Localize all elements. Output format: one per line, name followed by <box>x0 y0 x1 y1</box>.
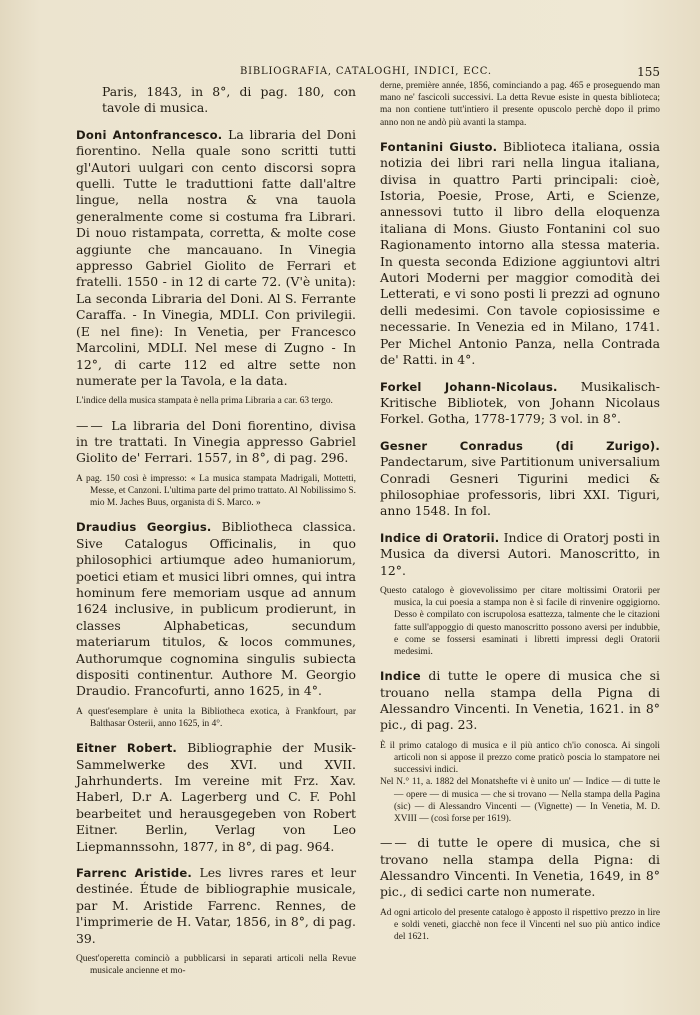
entry-author: Doni Antonfrancesco. <box>76 127 223 142</box>
entry-author: Forkel Johann-Nicolaus. <box>380 379 558 394</box>
running-title: BIBLIOGRAFIA, CATALOGHI, INDICI, ECC. <box>240 66 492 77</box>
entry-note: È il primo catalogo di musica e il più antico ch'io conosca. Ai singoli articoli non si appose il prezzo come praticò poscia lo stampatore nei successivi indici. <box>380 740 660 776</box>
right-column <box>380 80 660 943</box>
repeat-dash: —— <box>76 417 105 433</box>
entry-author: Draudius Georgius. <box>76 520 212 535</box>
entry-body: Indice di Oratorj posti in Musica da diversi Autori. Manoscritto, in 12°. <box>380 529 660 578</box>
entry-body: di tutte le opere di musica che si trouano nella stampa della Pigna di Alessandro Vincenti. In Venetia, 1621. in 8° pic., di pag. 23. <box>380 668 660 733</box>
entry-author: Farrenc Aristide. <box>76 866 193 881</box>
continuation-note: derne, première année, 1856, cominciando a pag. 465 e proseguendo man mano ne' fascicoli successivi. La detta Revue esiste in questa biblioteca; ma non contiene tutt'intiero il presente opuscolo perchè dopo il primo anno non ne andò più avanti la stampa. <box>380 81 660 128</box>
entry-author: Gesner Conradus (di Zurigo). <box>380 438 660 453</box>
entry-indice-1621 <box>380 668 660 825</box>
entry-author: Indice <box>380 669 421 684</box>
entry-body: Les livres rares et leur destinée. Étude de bibliographie musicale, par M. Aristide Farrenc. Rennes, de l'imprimerie de H. Vatar, 1856, in 8°, di pag. 39. <box>76 865 356 946</box>
entry-note: A quest'esemplare è unita la Bibliotheca exotica, à Frankfourt, par Balthasar Osterii, anno 1625, in 4°. <box>76 706 356 730</box>
entry-note: Ad ogni articolo del presente catalogo è apposto il rispettivo prezzo in lire e soldi veneti, giacchè non fece il Vincenti nel suo più antico indice del 1621. <box>380 907 660 943</box>
entry-body: Biblioteca italiana, ossia notizia dei libri rari nella lingua italiana, divisa in quattro Parti principali: cioè, Istoria, Poesie, Prose, Arti, e Scienze, annessovi tutto il libro della eloquenza italiana di Mons. Giusto Fontanini col suo Ragionamento intorno alla stessa materia. In questa seconda Edizione aggiuntovi altri Autori Moderni per maggior comodità dei Letterati, e vi sono posti li prezzi ad ognuno delli medesimi. Con tavole copiosissime e necessarie. In Venezia ed in Milano, 1741. Per Michel Antonio Panza, nella Contrada de' Ratti. in 4°. <box>380 138 660 368</box>
entry-body: Bibliographie der Musik-Sammelwerke des XVI. und XVII. Jahrhunderts. Im vereine mit Frz. Xav. Haberl, D.r A. Lagerberg und C. F. Pohl bearbeitet und herausgegeben von Robert Eitner. Berlin, Verlag von Leo Liepmannssohn, 1877, in 8°, di pag. 964. <box>76 740 356 854</box>
entry-body: La libraria del Doni fiorentino. Nella quale sono scritti tutti gl'Autori uulgari con cento discorsi sopra quelli. Tutte le traduttioni fatte dall'altre lingue, nella nostra & vna tauola generalmente come si costuma fra Librari. Di nouo ristampata, corretta, & molte cose aggiunte che mancauano. In Vinegia appresso Gabriel Giolito de Ferrari et fratelli. 1550 - in 12 di carte 72. (V'è unita): La seconda Libraria del Doni. Al S. Ferrante Caraffa. - In Vinegia, MDLI. Con privilegii. (E nel fine): In Venetia, per Francesco Marcolini, MDLI. Nel mese di Zugno - In 12°, di carte 112 ed altre sette non numerate per la Tavola, e la data. <box>76 126 356 388</box>
entry-farrenc <box>76 865 356 977</box>
entry-author: Indice di Oratorii. <box>380 530 500 545</box>
entry-body: Bibliotheca classica. Sive Catalogus Officinalis, in quo philosophici artiumque adeo humaniorum, poetici etiam et musici libri omnes, qui intra hominum fere memoriam usque ad annum 1624 inclusive, in publicum prodierunt, in classes Alphabeticas, secundum materiarum titulos, & locos communes, Authorumque cognomina singulis subiecta dispositi continentur. Authore M. Georgio Draudio. Francofurti, anno 1625, in 4°. <box>76 519 356 699</box>
entry-doni-1 <box>76 127 356 408</box>
entry-body: La libraria del Doni fiorentino, divisa in tre trattati. In Vinegia appresso Gabriel Giolito de' Ferrari. 1557, in 8°, di pag. 296. <box>76 417 356 466</box>
entry-body: Musikalisch-Kritische Bibliotek, von Johann Nicolaus Forkel. Gotha, 1778-1779; 3 vol. in 8°. <box>380 378 660 427</box>
entry-note: Questo catalogo è giovevolissimo per citare moltissimi Oratorii per musica, la cui poesia a stampa non è sì facile di rinvenire oggigiorno. Desso è compilato con iscrupolosa esattezza, talmente che le citazioni fatte sull'appoggio di questo manoscritto possono aversi per indubbie, e come se fossersi esaminati i libretti impressi degli Oratorii medesimi. <box>380 585 660 657</box>
entry-body: di tutte le opere di musica, che si trovano nella stampa della Pigna: di Alessandro Vincenti. In Venetia, 1649, in 8° pic., di sedici carte non numerate. <box>380 835 660 900</box>
left-column <box>76 84 356 978</box>
entry-indice-oratorii <box>380 530 660 658</box>
entry-body: Pandectarum, sive Partitionum universalium Conradi Gesneri Tigurini medici & philosophiae professoris, libri XXI. Tiguri, anno 1548. In fol. <box>380 454 660 519</box>
entry-gesner <box>380 438 660 520</box>
entry-note: Nel N.° 11, a. 1882 del Monatshefte vi è unito un' — Indice — di tutte le — opere — di musica — che si trovano — Nella stampa della Pagina (sic) — di Alessandro Vincenti — (Vignette) — In Venetia, M. D. XVIII — (così forse per 1619). <box>380 777 660 825</box>
entry-note: A pag. 150 così è impresso: « La musica stampata Madrigali, Mottetti, Messe, et Canzoni. L'ultima parte del primo trattato. Al Nobilissimo S. mio M. Jaches Buus, organista di S. Marco. » <box>76 473 356 509</box>
entry-author: Eitner Robert. <box>76 741 178 756</box>
entry-note: Quest'operetta cominciò a pubblicarsi in separati articoli nella Revue musicale ancienne et mo- <box>76 954 356 977</box>
page-number: 155 <box>637 65 660 79</box>
repeat-dash: —— <box>380 835 409 851</box>
entry-eitner <box>76 740 356 855</box>
entry-note: L'indice della musica stampata è nella prima Libraria a car. 63 tergo. <box>76 396 333 407</box>
entry-indice-1649 <box>380 835 660 943</box>
entry-author: Fontanini Giusto. <box>380 139 498 154</box>
entry-draudius <box>76 519 356 730</box>
entry-doni-2 <box>76 418 356 510</box>
entry-fontanini <box>380 139 660 369</box>
continuation-text: Paris, 1843, in 8°, di pag. 180, con tavole di musica. <box>102 84 356 116</box>
entry-forkel <box>380 379 660 428</box>
